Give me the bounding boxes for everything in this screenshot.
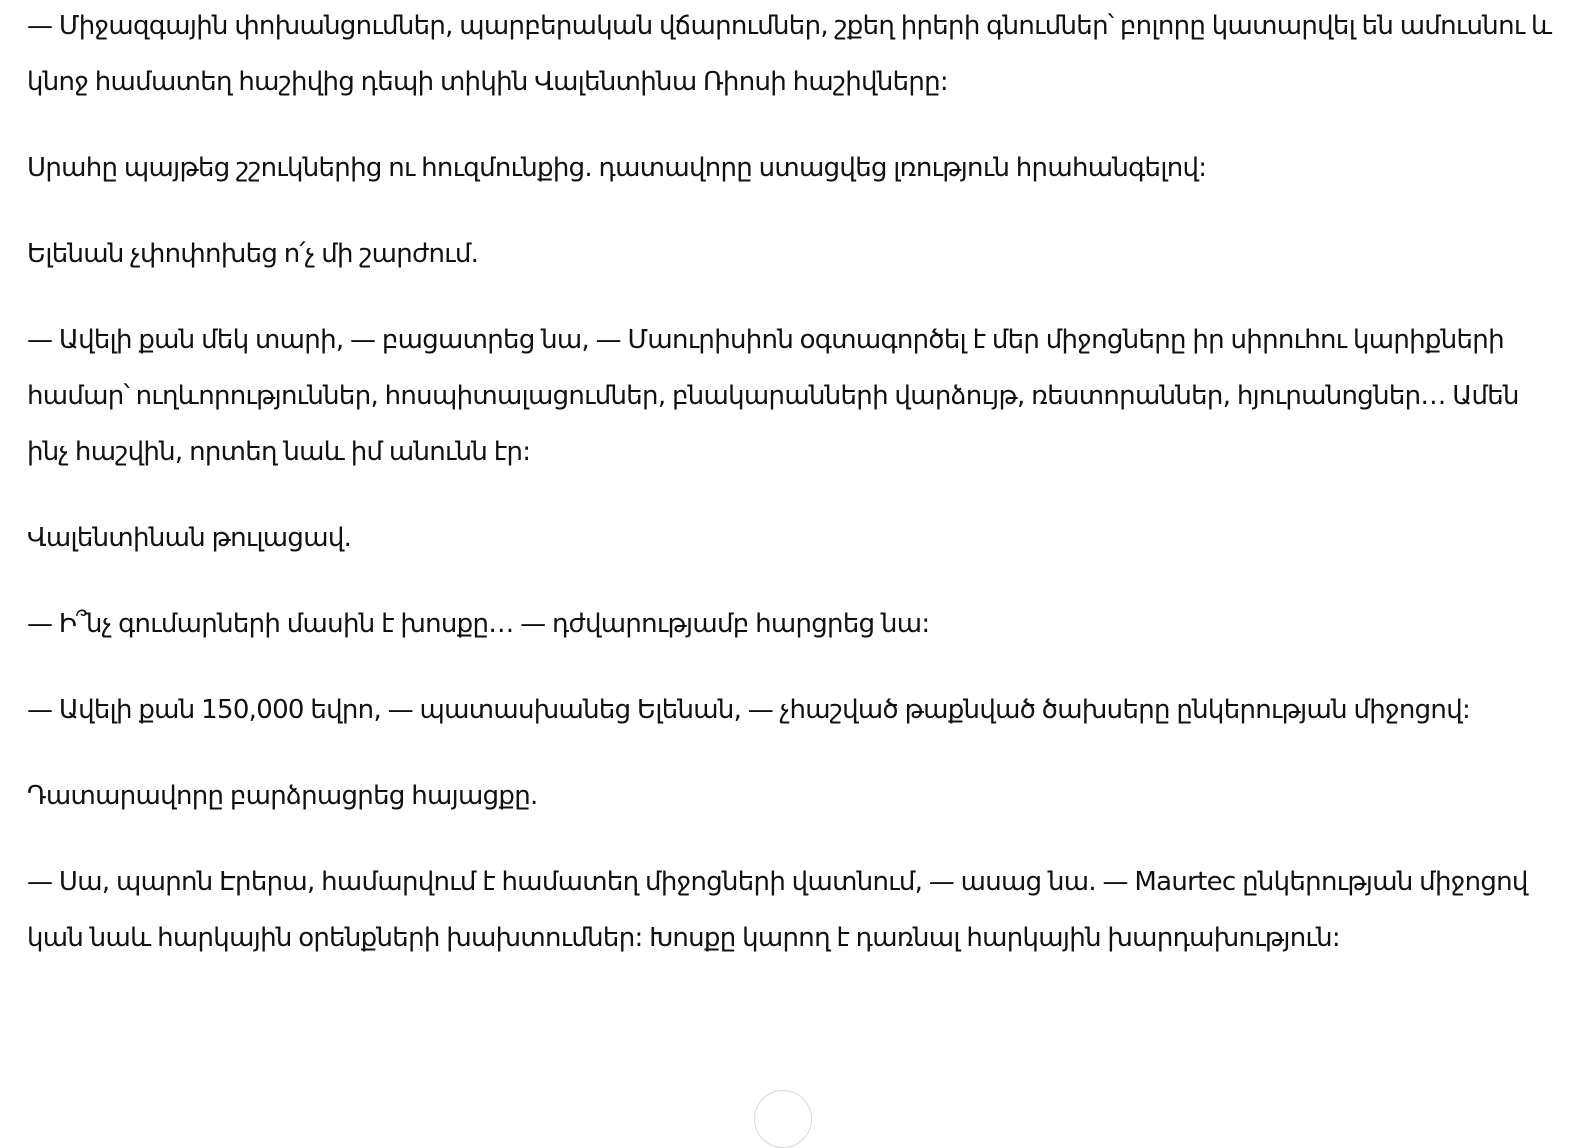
paragraph-3: Ելենան չփոփոխեց ո՛չ մի շարժում. bbox=[27, 239, 479, 269]
paragraph-5: Վալենտինան թուլացավ. bbox=[27, 523, 352, 553]
paragraph-9: — Սա, պարոն Էրերա, համարվում է համատեղ միջոցների վատնում, — ասաց նա. — Maurtec ընկերության միջոցով կան նաև հարկային օրենքների խախտումներ: Խոսքը կարող է դառնալ հարկային խարդախություն: bbox=[27, 867, 1528, 953]
document-body bbox=[27, 0, 1561, 996]
paragraph-8: Դատարավորը բարձրացրեց հայացքը. bbox=[27, 781, 538, 811]
paragraph-6: — Ի՞նչ գումարների մասին է խոսքը… — դժվարությամբ հարցրեց նա: bbox=[27, 609, 930, 639]
paragraph-1: — Միջազգային փոխանցումներ, պարբերական վճարումներ, շքեղ իրերի գնումներ՝ բոլորը կատարվել են ամուսնու և կնոջ համատեղ հաշիվից դեպի տիկին Վալենտինա Ռիոսի հաշիվները: bbox=[27, 11, 1552, 97]
paragraph-7: — Ավելի քան 150,000 եվրո, — պատասխանեց Ելենան, — չհաշված թաքնված ծախսերը ընկերության միջոցով: bbox=[27, 695, 1471, 725]
scroll-down-button[interactable] bbox=[754, 1090, 812, 1148]
paragraph-2: Սրահը պայթեց շշուկներից ու հուզմունքից. դատավորը ստացվեց լռություն հրահանգելով: bbox=[27, 153, 1207, 183]
paragraph-4: — Ավելի քան մեկ տարի, — բացատրեց նա, — Մաուրիսիոն օգտագործել է մեր միջոցները իր սիրուհու կարիքների համար՝ ուղևորություններ, հոսպիտալացումներ, բնակարանների վարձույթ, ռեստորաններ, հյուրանոցներ… Ամեն ինչ հաշվին, որտեղ նաև իմ անունն էր: bbox=[27, 325, 1519, 467]
